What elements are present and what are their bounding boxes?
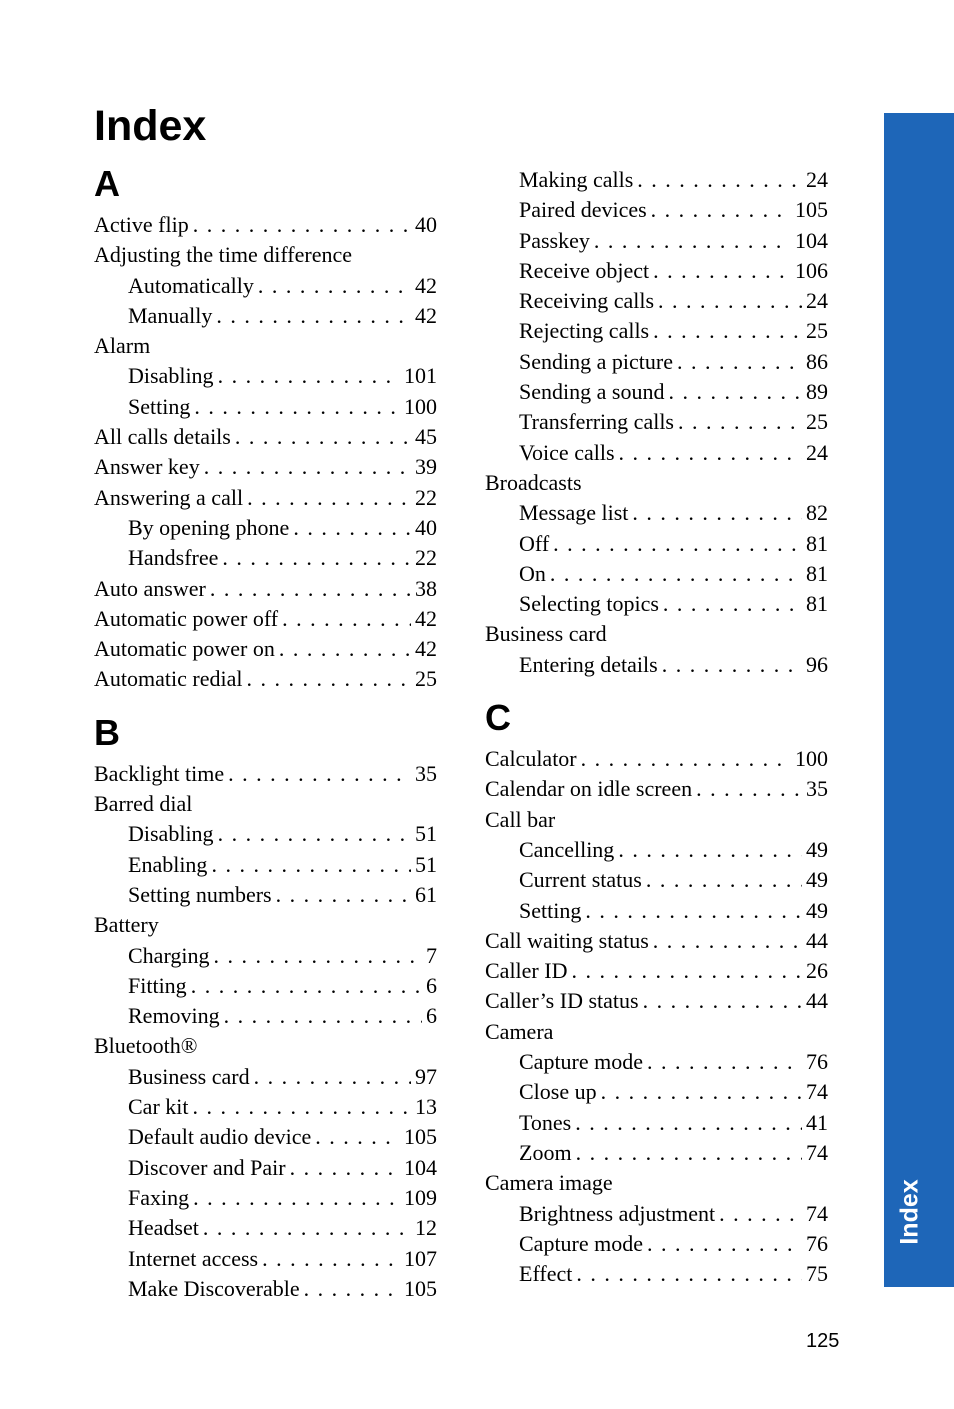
- entry-term: Active flip: [94, 212, 189, 237]
- entry-page-number: 49: [806, 836, 828, 862]
- index-entry: [485, 774, 828, 804]
- entry-page-number: 89: [806, 379, 828, 405]
- entry-page-number: 109: [404, 1184, 437, 1210]
- entry-page-number: 13: [415, 1094, 437, 1120]
- dot-leader: [282, 604, 411, 634]
- index-subentry: [94, 971, 437, 1001]
- entry-term: Make Discoverable: [128, 1275, 300, 1301]
- entry-page-number: 24: [806, 288, 828, 314]
- dot-leader: [643, 986, 802, 1016]
- index-entry: [94, 789, 437, 819]
- index-subentry: [485, 1077, 828, 1107]
- entry-term: Answer key: [94, 454, 200, 480]
- entry-page-number: 97: [415, 1063, 437, 1089]
- entry-term: Broadcasts: [485, 469, 582, 495]
- entry-term: Handsfree: [128, 545, 219, 571]
- entry-term: Setting: [519, 897, 582, 923]
- index-subentry: [485, 589, 828, 619]
- index-subentry: [94, 513, 437, 543]
- entry-term: Manually: [128, 302, 213, 328]
- entry-page-number: 12: [415, 1215, 437, 1241]
- entry-term: Camera image: [485, 1170, 613, 1196]
- dot-leader: [218, 819, 411, 849]
- entry-term: Current status: [519, 867, 642, 893]
- entry-term: Transferring calls: [519, 409, 674, 435]
- index-entry: [94, 604, 437, 634]
- index-entry: [94, 422, 437, 452]
- dot-leader: [668, 377, 802, 407]
- index-subentry: [94, 271, 437, 301]
- index-subentry: [94, 543, 437, 573]
- index-subentry: [485, 529, 828, 559]
- section-letter: A: [94, 163, 120, 204]
- index-subentry: [94, 1213, 437, 1243]
- entry-term: Alarm: [94, 333, 151, 359]
- dot-leader: [218, 361, 400, 391]
- index-subentry: [485, 195, 828, 225]
- index-subentry: [485, 1138, 828, 1168]
- index-entry: [94, 634, 437, 664]
- entry-term: Automatic power off: [94, 605, 279, 631]
- index-subentry: [94, 1244, 437, 1274]
- entry-term: Automatic redial: [94, 666, 243, 692]
- index-entry: [485, 468, 828, 498]
- entry-page-number: 51: [415, 821, 437, 847]
- index-subentry: [94, 850, 437, 880]
- dot-leader: [279, 634, 411, 664]
- entry-term: Business card: [485, 621, 607, 647]
- entry-page-number: 100: [795, 746, 828, 772]
- entry-page-number: 40: [415, 212, 437, 237]
- entry-term: Enabling: [128, 851, 208, 877]
- entry-term: Call bar: [485, 806, 556, 832]
- entry-term: Voice calls: [519, 439, 615, 465]
- dot-leader: [304, 1274, 400, 1304]
- dot-leader: [315, 1122, 400, 1152]
- dot-leader: [575, 1108, 802, 1138]
- entry-page-number: 76: [806, 1049, 828, 1075]
- dot-leader: [293, 513, 411, 543]
- index-subentry: [94, 819, 437, 849]
- index-subentry: [485, 835, 828, 865]
- entry-page-number: 25: [415, 666, 437, 692]
- entry-page-number: 42: [415, 272, 437, 298]
- index-subentry: [94, 301, 437, 331]
- dot-leader: [211, 850, 411, 880]
- dot-leader: [678, 407, 802, 437]
- entry-term: Setting numbers: [128, 881, 272, 907]
- entry-term: Caller’s ID status: [485, 988, 639, 1014]
- dot-leader: [290, 1153, 400, 1183]
- page-title: Index: [94, 102, 207, 150]
- dot-leader: [696, 774, 802, 804]
- entry-term: Call waiting status: [485, 927, 649, 953]
- dot-leader: [194, 392, 400, 422]
- section-tab-label: Index: [895, 1179, 924, 1245]
- section-letter: C: [485, 697, 511, 739]
- dot-leader: [719, 1199, 802, 1229]
- entry-page-number: 74: [806, 1079, 828, 1105]
- index-entry: [94, 574, 437, 604]
- dot-leader: [653, 926, 802, 956]
- entry-page-number: 104: [795, 227, 828, 253]
- index-subentry: [94, 1274, 437, 1304]
- index-entry: [485, 986, 828, 1016]
- entry-term: Cancelling: [519, 836, 615, 862]
- dot-leader: [618, 835, 802, 865]
- index-entry: [94, 331, 437, 361]
- entry-page-number: 35: [415, 760, 437, 786]
- entry-term: Message list: [519, 500, 629, 526]
- index-subentry: [94, 941, 437, 971]
- entry-term: Capture mode: [519, 1049, 644, 1075]
- dot-leader: [247, 483, 411, 513]
- section-letter: B: [94, 711, 120, 753]
- dot-leader: [662, 650, 802, 680]
- entry-page-number: 101: [404, 363, 437, 389]
- page-number: 125: [806, 1330, 840, 1352]
- entry-term: Camera: [485, 1018, 554, 1044]
- index-entry: [485, 956, 828, 986]
- entry-page-number: 45: [415, 424, 437, 450]
- dot-leader: [204, 452, 411, 482]
- entry-page-number: 25: [806, 409, 828, 435]
- entry-page-number: 38: [415, 575, 437, 601]
- entry-page-number: 49: [806, 867, 828, 893]
- entry-term: Battery: [94, 912, 159, 938]
- index-subentry: [485, 347, 828, 377]
- index-entry: [485, 744, 828, 774]
- entry-term: Removing: [128, 1003, 220, 1029]
- entry-page-number: 96: [806, 651, 828, 677]
- dot-leader: [224, 1001, 422, 1031]
- entry-page-number: 105: [795, 197, 828, 223]
- entry-page-number: 105: [404, 1275, 437, 1301]
- entry-term: Calendar on idle screen: [485, 776, 693, 802]
- entry-page-number: 24: [806, 439, 828, 465]
- index-entry: [94, 210, 437, 240]
- dot-leader: [637, 165, 802, 195]
- index-column-left: [94, 164, 437, 1304]
- index-subentry: [485, 438, 828, 468]
- entry-term: Bluetooth®: [94, 1033, 198, 1059]
- entry-term: Zoom: [519, 1139, 572, 1165]
- entry-page-number: 6: [426, 972, 437, 998]
- index-subentry: [485, 1199, 828, 1229]
- entry-term: Passkey: [519, 227, 590, 253]
- index-subentry: [485, 165, 828, 195]
- dot-leader: [213, 941, 422, 971]
- entry-page-number: 81: [806, 530, 828, 556]
- entry-term: Automatic power on: [94, 636, 275, 662]
- index-entry: [94, 759, 437, 789]
- dot-leader: [228, 759, 411, 789]
- index-entry: [485, 926, 828, 956]
- dot-leader: [191, 971, 422, 1001]
- entry-term: Caller ID: [485, 958, 568, 984]
- section-tab: [884, 113, 954, 1287]
- entry-page-number: 49: [806, 897, 828, 923]
- entry-page-number: 107: [404, 1245, 437, 1271]
- dot-leader: [258, 271, 411, 301]
- dot-leader: [651, 195, 791, 225]
- dot-leader: [222, 543, 411, 573]
- entry-term: Car kit: [128, 1094, 189, 1120]
- entry-page-number: 86: [806, 348, 828, 374]
- index-entry: [94, 1031, 437, 1061]
- entry-page-number: 82: [806, 500, 828, 526]
- entry-page-number: 100: [404, 393, 437, 419]
- entry-page-number: 44: [806, 927, 828, 953]
- entry-term: Backlight time: [94, 760, 225, 786]
- entry-term: Sending a picture: [519, 348, 673, 374]
- entry-term: Disabling: [128, 363, 214, 389]
- entry-page-number: 39: [415, 454, 437, 480]
- entry-term: Close up: [519, 1079, 597, 1105]
- index-subentry: [94, 1062, 437, 1092]
- dot-leader: [647, 1229, 802, 1259]
- entry-term: On: [519, 560, 546, 586]
- index-subentry: [485, 1259, 828, 1289]
- index-subentry: [485, 1047, 828, 1077]
- entry-term: Brightness adjustment: [519, 1200, 716, 1226]
- index-subentry: [485, 1229, 828, 1259]
- index-entry: [485, 619, 828, 649]
- index-subentry: [485, 559, 828, 589]
- dot-leader: [601, 1077, 802, 1107]
- entry-term: Paired devices: [519, 197, 647, 223]
- entry-page-number: 42: [415, 636, 437, 662]
- entry-term: Auto answer: [94, 575, 206, 601]
- dot-leader: [646, 865, 802, 895]
- entry-term: Answering a call: [94, 484, 244, 510]
- dot-leader: [216, 301, 411, 331]
- entry-term: Effect: [519, 1261, 573, 1287]
- index-entry: [94, 483, 437, 513]
- entry-term: All calls details: [94, 424, 231, 450]
- dot-leader: [571, 956, 802, 986]
- entry-term: Automatically: [128, 272, 254, 298]
- dot-leader: [653, 256, 791, 286]
- entry-term: Charging: [128, 942, 210, 968]
- dot-leader: [658, 286, 802, 316]
- entry-page-number: 24: [806, 167, 828, 192]
- index-subentry: [94, 361, 437, 391]
- entry-page-number: 81: [806, 591, 828, 617]
- index-subentry: [94, 1001, 437, 1031]
- entry-page-number: 42: [415, 605, 437, 631]
- entry-term: Discover and Pair: [128, 1154, 286, 1180]
- index-entry: [94, 452, 437, 482]
- entry-page-number: 22: [415, 545, 437, 571]
- entry-page-number: 61: [415, 881, 437, 907]
- dot-leader: [246, 664, 411, 694]
- index-subentry: [485, 226, 828, 256]
- entry-term: Capture mode: [519, 1230, 644, 1256]
- index-entry: [94, 664, 437, 694]
- entry-page-number: 44: [806, 988, 828, 1014]
- dot-leader: [210, 574, 411, 604]
- entry-term: Internet access: [128, 1245, 259, 1271]
- entry-page-number: 104: [404, 1154, 437, 1180]
- index-entry: [485, 805, 828, 835]
- index-subentry: [485, 256, 828, 286]
- entry-term: Business card: [128, 1063, 250, 1089]
- dot-leader: [550, 559, 802, 589]
- index-entry: [485, 1017, 828, 1047]
- dot-leader: [653, 316, 802, 346]
- entry-page-number: 42: [415, 302, 437, 328]
- index-subentry: [485, 407, 828, 437]
- entry-term: Sending a sound: [519, 379, 665, 405]
- entry-term: Default audio device: [128, 1124, 312, 1150]
- entry-page-number: 81: [806, 560, 828, 586]
- index-subentry: [94, 392, 437, 422]
- entry-term: Off: [519, 530, 550, 556]
- entry-term: Receiving calls: [519, 288, 655, 314]
- dot-leader: [193, 1183, 400, 1213]
- dot-leader: [193, 210, 411, 240]
- entry-page-number: 26: [806, 958, 828, 984]
- entry-page-number: 74: [806, 1139, 828, 1165]
- entry-term: Making calls: [519, 167, 634, 192]
- index-subentry: [485, 377, 828, 407]
- entry-term: Barred dial: [94, 791, 193, 817]
- dot-leader: [576, 1259, 802, 1289]
- index-subentry: [485, 286, 828, 316]
- entry-term: Adjusting the time difference: [94, 242, 353, 268]
- dot-leader: [663, 589, 802, 619]
- entry-term: Disabling: [128, 821, 214, 847]
- entry-page-number: 7: [426, 942, 437, 968]
- dot-leader: [585, 896, 802, 926]
- entry-term: Tones: [519, 1109, 572, 1135]
- entry-term: Faxing: [128, 1184, 190, 1210]
- entry-term: Calculator: [485, 746, 577, 772]
- index-subentry: [94, 1122, 437, 1152]
- index-subentry: [94, 1153, 437, 1183]
- entry-term: Entering details: [519, 651, 658, 677]
- entry-term: Selecting topics: [519, 591, 659, 617]
- dot-leader: [576, 1138, 802, 1168]
- dot-leader: [193, 1092, 412, 1122]
- entry-page-number: 76: [806, 1230, 828, 1256]
- entry-page-number: 40: [415, 514, 437, 540]
- entry-page-number: 41: [806, 1109, 828, 1135]
- dot-leader: [581, 744, 791, 774]
- dot-leader: [619, 438, 802, 468]
- index-entry: [94, 910, 437, 940]
- index-subentry: [94, 1092, 437, 1122]
- index-subentry: [485, 316, 828, 346]
- index-subentry: [485, 650, 828, 680]
- entry-page-number: 105: [404, 1124, 437, 1150]
- dot-leader: [553, 529, 802, 559]
- index-column-right: [485, 165, 828, 1289]
- dot-leader: [203, 1213, 411, 1243]
- dot-leader: [254, 1062, 411, 1092]
- dot-leader: [276, 880, 411, 910]
- entry-page-number: 51: [415, 851, 437, 877]
- entry-term: Receive object: [519, 257, 650, 283]
- entry-page-number: 22: [415, 484, 437, 510]
- index-subentry: [94, 1183, 437, 1213]
- dot-leader: [594, 226, 791, 256]
- index-subentry: [94, 880, 437, 910]
- index-subentry: [485, 1108, 828, 1138]
- entry-term: Fitting: [128, 972, 187, 998]
- dot-leader: [647, 1047, 802, 1077]
- entry-page-number: 35: [806, 776, 828, 802]
- entry-term: Rejecting calls: [519, 318, 650, 344]
- entry-page-number: 75: [806, 1261, 828, 1287]
- dot-leader: [677, 347, 802, 377]
- index-subentry: [485, 896, 828, 926]
- dot-leader: [235, 422, 411, 452]
- entry-page-number: 74: [806, 1200, 828, 1226]
- index-entry: [94, 240, 437, 270]
- dot-leader: [632, 498, 802, 528]
- entry-term: Headset: [128, 1215, 199, 1241]
- dot-leader: [262, 1244, 400, 1274]
- entry-page-number: 6: [426, 1003, 437, 1029]
- index-entry: [485, 1168, 828, 1198]
- entry-page-number: 106: [795, 257, 828, 283]
- index-subentry: [485, 498, 828, 528]
- entry-term: By opening phone: [128, 514, 290, 540]
- entry-term: Setting: [128, 393, 191, 419]
- index-subentry: [485, 865, 828, 895]
- entry-page-number: 25: [806, 318, 828, 344]
